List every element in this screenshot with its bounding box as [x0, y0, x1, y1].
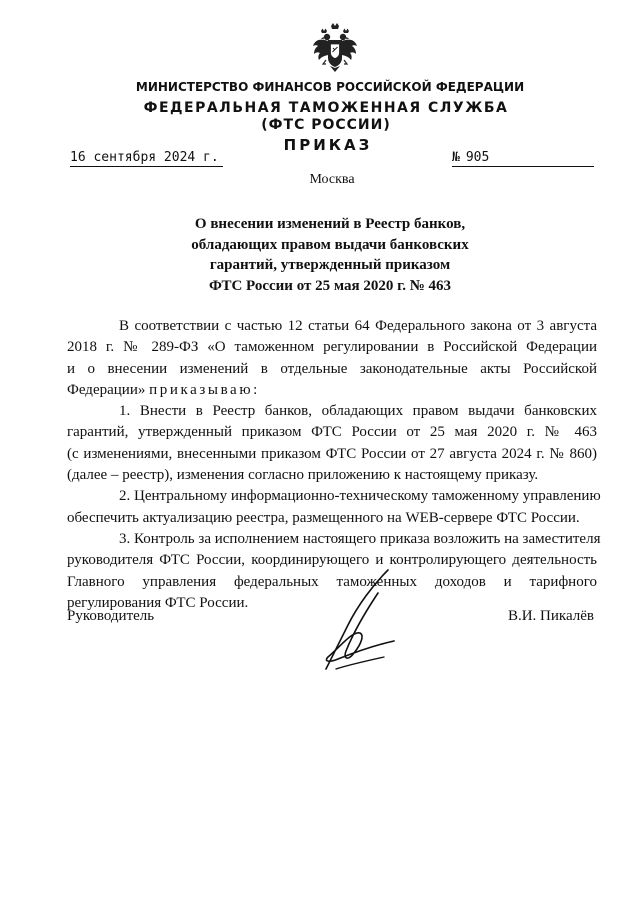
preamble-prefix: Федерации»	[67, 381, 150, 398]
item-3-line: Главного управления федеральных таможенных доходов и тарифного	[67, 573, 597, 590]
item-1-line: гарантий, утвержденный приказом ФТС России от 25 мая 2020 г. № 463	[67, 424, 597, 441]
service-abbreviation: (ФТС РОССИИ)	[261, 117, 391, 133]
order-city: Москва	[309, 172, 355, 187]
document-type-title: ПРИКАЗ	[283, 136, 373, 154]
signer-name: В.И. Пикалёв	[507, 608, 594, 624]
ministry-name: МИНИСТЕРСТВО ФИНАНСОВ РОССИЙСКОЙ ФЕДЕРАЦИИ	[135, 80, 525, 94]
item-2-line: обеспечить актуализацию реестра, размещенного на WEB-сервере ФТС России.	[67, 509, 580, 526]
state-emblem-icon	[312, 22, 358, 74]
number-sign: №	[452, 150, 460, 165]
preamble-suffix: :	[253, 381, 258, 398]
item-2-line: 2. Центральному информационно-техническому таможенному управлению	[119, 488, 601, 505]
signature-icon	[318, 565, 398, 680]
preamble-line: и о внесении изменений в отдельные законодательные акты Российской	[67, 360, 597, 377]
subject-line: ФТС России от 25 мая 2020 г. № 463	[208, 277, 452, 294]
signer-title: Руководитель	[67, 608, 155, 624]
subject-line: О внесении изменений в Реестр банков,	[194, 216, 466, 232]
item-3-line: 3. Контроль за исполнением настоящего приказа возложить на заместителя	[119, 530, 601, 547]
directive-word: приказываю	[149, 381, 254, 398]
subject-line: гарантий, утвержденный приказом	[209, 257, 451, 273]
subject-line: обладающих правом выдачи банковских	[191, 236, 469, 253]
order-date: 16 сентября 2024 г.	[70, 150, 223, 167]
item-3-line: регулирования ФТС России.	[67, 594, 249, 611]
preamble-line: В соответствии с частью 12 статьи 64 Федерального закона от 3 августа	[119, 318, 597, 334]
preamble-line: 2018 г. № 289-ФЗ «О таможенном регулировании в Российской Федерации	[67, 339, 597, 356]
item-3-line: руководителя ФТС России, координирующего и контролирующего деятельность	[67, 552, 597, 569]
order-subject	[150, 214, 510, 296]
item-1-line: 1. Внести в Реестр банков, обладающих правом выдачи банковских	[119, 403, 597, 420]
item-1-line: (с изменениями, внесенными приказом ФТС России от 27 августа 2024 г. № 860)	[67, 445, 597, 462]
order-number-field	[452, 150, 594, 167]
item-1-line: (далее – реестр), изменения согласно приложению к настоящему приказу.	[67, 467, 539, 484]
order-number: 905	[465, 150, 490, 165]
preamble-line-last	[67, 380, 597, 401]
service-name: ФЕДЕРАЛЬНАЯ ТАМОЖЕННАЯ СЛУЖБА	[143, 100, 509, 116]
